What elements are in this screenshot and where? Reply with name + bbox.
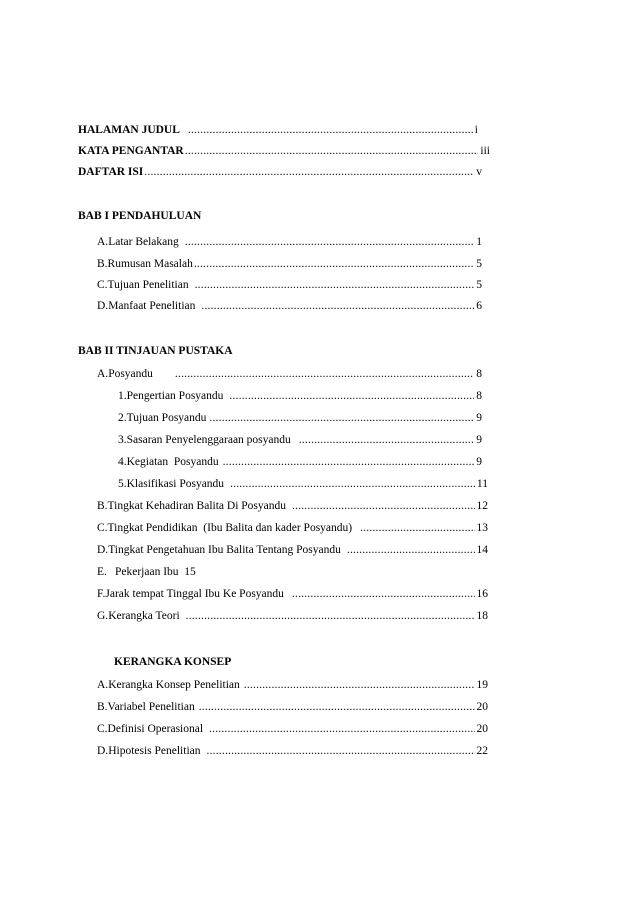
toc-entry — [97, 234, 482, 250]
toc-entry-page: 1 — [476, 236, 482, 248]
toc-subentry — [118, 410, 482, 426]
toc-entry-marker: B. — [97, 258, 108, 270]
toc-entry-marker: D. — [97, 544, 109, 556]
toc-entry — [97, 721, 488, 737]
toc-entry-label: Latar Belakang — [108, 236, 179, 248]
toc-entry-page: 18 — [476, 610, 488, 622]
toc-entry — [97, 520, 488, 536]
toc-entry-label: Pengertian Posyandu — [126, 390, 224, 402]
toc-entry-page: 20 — [476, 701, 488, 713]
toc-entry-page: 9 — [476, 412, 482, 424]
toc-subentry — [118, 388, 482, 404]
toc-entry-marker: 3. — [118, 434, 127, 446]
dot-leader — [175, 366, 474, 382]
toc-entry-label: Sasaran Penyelenggaraan posyandu — [126, 434, 291, 446]
dot-leader — [299, 432, 474, 448]
dot-leader — [188, 122, 473, 138]
toc-entry-page: 19 — [476, 679, 488, 691]
toc-entry-marker: D. — [97, 300, 109, 312]
dot-leader — [360, 520, 474, 536]
toc-entry-marker: D. — [97, 745, 109, 757]
toc-entry-halaman-judul — [78, 122, 478, 138]
dot-leader — [347, 542, 475, 558]
toc-entry-page: 11 — [476, 478, 488, 490]
dot-leader — [230, 476, 475, 492]
dot-leader — [144, 164, 474, 180]
dot-leader — [292, 498, 475, 514]
toc-entry — [97, 586, 488, 602]
toc-entry-page: 12 — [476, 500, 488, 512]
toc-entry-marker: C. — [97, 522, 108, 534]
toc-entry-page: 8 — [476, 368, 482, 380]
toc-entry-marker: E. — [97, 566, 107, 578]
toc-entry — [97, 699, 488, 715]
toc-entry-label: KATA PENGANTAR — [78, 145, 184, 157]
toc-entry-page: 9 — [476, 434, 482, 446]
dot-leader — [195, 277, 475, 293]
toc-entry — [97, 498, 488, 514]
toc-entry-daftar-isi — [78, 164, 482, 180]
toc-entry-page: 6 — [476, 300, 482, 312]
toc-entry-marker: F. — [97, 588, 106, 600]
toc-entry-label: Kerangka Teori — [108, 610, 180, 622]
toc-entry-page: 5 — [476, 279, 482, 291]
toc-entry-marker: B. — [97, 500, 108, 512]
toc-entry-page: 9 — [476, 456, 482, 468]
toc-entry-marker: A. — [97, 236, 109, 248]
toc-entry — [97, 298, 482, 314]
dot-leader — [201, 298, 474, 314]
dot-leader — [244, 677, 475, 693]
chapter-heading-bab2: BAB II TINJAUAN PUSTAKA — [78, 345, 233, 357]
toc-entry-marker: C. — [97, 279, 108, 291]
toc-entry-page: 22 — [476, 745, 488, 757]
dot-leader — [209, 410, 474, 426]
dot-leader — [185, 234, 475, 250]
toc-entry-marker: C. — [97, 723, 108, 735]
toc-entry-label: Tujuan Penelitian — [107, 279, 189, 291]
toc-entry-label: Pekerjaan Ibu 15 — [115, 566, 196, 578]
dot-leader — [229, 388, 474, 404]
toc-entry-label: Tingkat Pendidikan (Ibu Balita dan kader Posyandu) — [107, 522, 353, 534]
toc-entry — [97, 277, 482, 293]
toc-entry-label: HALAMAN JUDUL — [78, 124, 180, 136]
toc-entry-marker: 1. — [118, 390, 127, 402]
toc-entry-marker: A. — [97, 679, 109, 691]
toc-entry-marker: A. — [97, 368, 109, 380]
toc-entry-marker: 2. — [118, 412, 127, 424]
toc-entry-label: Posyandu — [108, 368, 153, 380]
toc-entry-page: 14 — [476, 544, 488, 556]
toc-entry-page: 16 — [476, 588, 488, 600]
toc-entry-label: Kegiatan Posyandu — [126, 456, 219, 468]
toc-entry-marker: 5. — [118, 478, 127, 490]
dot-leader — [185, 143, 479, 159]
toc-entry-label: Klasifikasi Posyandu — [126, 478, 225, 490]
toc-entry-page: iii — [480, 145, 490, 157]
toc-entry-marker: 4. — [118, 456, 127, 468]
toc-entry-label: Tujuan Posyandu — [126, 412, 207, 424]
toc-entry — [97, 564, 196, 580]
toc-entry-page: 20 — [476, 723, 488, 735]
toc-entry — [97, 256, 482, 272]
toc-entry-label: Tingkat Pengetahuan Ibu Balita Tentang Posyandu — [108, 544, 341, 556]
toc-entry-label: Jarak tempat Tinggal Ibu Ke Posyandu — [105, 588, 284, 600]
toc-entry-kata-pengantar — [78, 143, 490, 159]
dot-leader — [199, 699, 475, 715]
toc-entry-page: v — [476, 166, 482, 178]
toc-entry — [97, 608, 488, 624]
dot-leader — [194, 256, 474, 272]
toc-entry-label: Tingkat Kehadiran Balita Di Posyandu — [107, 500, 286, 512]
chapter-heading-bab1: BAB I PENDAHULUAN — [78, 210, 202, 222]
toc-entry-marker: G. — [97, 610, 109, 622]
toc-subentry — [118, 476, 488, 492]
toc-entry — [97, 743, 488, 759]
toc-entry-page: 13 — [476, 522, 488, 534]
toc-entry-label: Hipotesis Penelitian — [108, 745, 201, 757]
dot-leader — [209, 721, 474, 737]
toc-subentry — [118, 432, 482, 448]
toc-entry — [97, 542, 488, 558]
dot-leader — [207, 743, 475, 759]
dot-leader — [292, 586, 475, 602]
toc-entry-page: 5 — [476, 258, 482, 270]
toc-subentry — [118, 454, 482, 470]
dot-leader — [223, 454, 475, 470]
toc-entry-marker: B. — [97, 701, 108, 713]
toc-entry-page: i — [474, 124, 478, 136]
toc-entry — [97, 366, 482, 382]
toc-entry-page: 8 — [476, 390, 482, 402]
toc-entry-label: Variabel Penelitian — [107, 701, 195, 713]
toc-entry-label: DAFTAR ISI — [78, 166, 144, 178]
dot-leader — [186, 608, 475, 624]
toc-entry — [97, 677, 488, 693]
toc-entry-label: Kerangka Konsep Penelitian — [108, 679, 240, 691]
toc-entry-label: Rumusan Masalah — [107, 258, 193, 270]
toc-entry-label: Definisi Operasional — [107, 723, 204, 735]
chapter-heading-kerangka-konsep: KERANGKA KONSEP — [114, 656, 232, 668]
toc-entry-label: Manfaat Penelitian — [108, 300, 196, 312]
